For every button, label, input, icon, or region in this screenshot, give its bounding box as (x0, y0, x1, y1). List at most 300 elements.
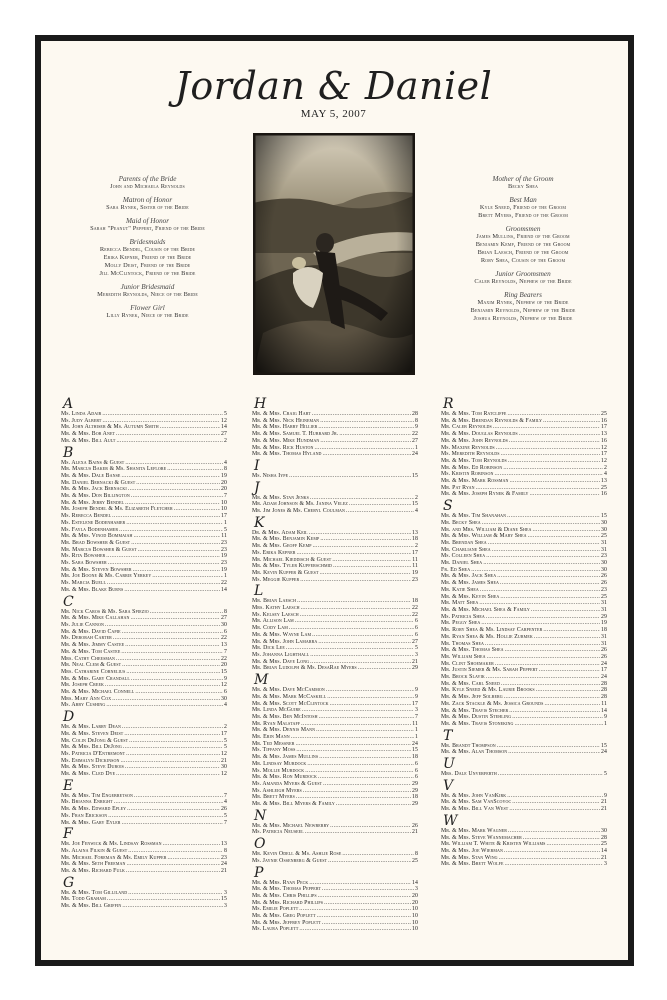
guest-name: Mr. & Mrs. Dennis Mann (252, 727, 316, 734)
guest-name: Mr. & Mrs. Dale Banse (61, 472, 121, 479)
guest-name: Mr. & Mrs. Bill Ault (61, 437, 116, 444)
table-number: 19 (601, 620, 607, 627)
guest-row (252, 652, 418, 659)
guest-row (252, 445, 418, 452)
table-number: 29 (412, 665, 418, 672)
table-number: 6 (415, 767, 418, 774)
dot-leader (498, 771, 603, 778)
guest-row (61, 540, 227, 547)
guest-name: Ms. Brianna Enright (61, 799, 113, 806)
section-letter: K (254, 514, 265, 531)
guest-name: Mr. Marcus Bowsher & Guest (61, 546, 137, 553)
table-number: 21 (412, 658, 418, 665)
dot-leader (131, 540, 220, 547)
guest-row (441, 721, 607, 728)
dot-leader (301, 605, 411, 612)
guest-letter-group (441, 758, 607, 778)
guest-row (441, 458, 607, 465)
guest-row (441, 749, 607, 756)
guest-name: Mr. & Mrs. Jerry Bendel (61, 499, 125, 506)
dot-leader (323, 451, 411, 458)
dot-leader (299, 906, 411, 913)
dot-leader (297, 598, 411, 605)
dot-leader (486, 553, 600, 560)
dot-leader (300, 612, 411, 619)
table-number: 26 (412, 822, 418, 829)
table-number: 28 (601, 680, 607, 687)
table-number: 21 (221, 868, 227, 875)
table-number: 15 (601, 742, 607, 749)
party-member-name: Brian Laesch, Friend of the Groom (477, 249, 569, 256)
dot-leader (297, 550, 412, 557)
dot-leader (122, 903, 223, 910)
guest-name: Mr. & Mrs. Tyler Kupferschmid (252, 563, 333, 570)
section-letter: H (254, 396, 267, 412)
guest-row (441, 674, 607, 681)
dot-leader (152, 573, 223, 580)
table-number: 14 (221, 586, 227, 593)
guest-row (61, 520, 227, 527)
table-number: 30 (601, 566, 607, 573)
dot-leader (116, 431, 220, 438)
table-number: 21 (601, 806, 607, 813)
table-number: 23 (412, 576, 418, 583)
table-number: 20 (412, 892, 418, 899)
dot-leader (495, 661, 600, 668)
table-number: 9 (415, 687, 418, 694)
table-number: 9 (415, 424, 418, 431)
guest-row (61, 764, 227, 771)
guest-name: Mr. Charliane Shea (441, 546, 491, 553)
guest-row (441, 580, 607, 587)
guest-row (252, 920, 418, 927)
dot-leader (318, 893, 411, 900)
table-number: 31 (601, 546, 607, 553)
dot-leader (539, 667, 600, 674)
guest-row (252, 788, 418, 795)
table-number: 13 (601, 478, 607, 485)
guest-name: Mrs. Mary Ann Cox (61, 695, 112, 702)
table-number: 23 (601, 586, 607, 593)
table-number: 1 (224, 573, 227, 580)
guest-row (441, 607, 607, 614)
guest-row (441, 647, 607, 654)
guest-row (61, 744, 227, 751)
guest-name: Mr. & Mrs. John Reynolds (441, 437, 508, 444)
guest-row (252, 734, 418, 741)
guest-name: Ms. Kelsey Laesch (252, 611, 299, 618)
table-number: 3 (415, 651, 418, 658)
table-number: 7 (224, 792, 227, 799)
guest-row (252, 438, 418, 445)
guest-name: Mr. & Mrs. David Capie (61, 628, 121, 635)
table-number: 6 (415, 618, 418, 625)
party-role-title: Junior Bridesmaid (120, 283, 175, 291)
guest-row (252, 829, 418, 836)
guest-row (252, 774, 418, 781)
table-number: 7 (224, 493, 227, 500)
dot-leader (124, 731, 220, 738)
table-number: 3 (224, 903, 227, 910)
table-number: 30 (601, 519, 607, 526)
guest-row (252, 727, 418, 734)
table-number: 1 (415, 444, 418, 451)
dot-leader (128, 848, 223, 855)
guest-name: Mr. & Mrs. Tim Engebretson (61, 792, 133, 799)
dot-leader (319, 714, 414, 721)
guest-row (252, 906, 418, 913)
table-number: 15 (412, 747, 418, 754)
guest-row (61, 820, 227, 827)
guest-name: Mr. & Mrs. Dave Long (252, 658, 310, 665)
table-number: 1 (604, 720, 607, 727)
guest-name: Ms. Rebecca Bendel (61, 513, 112, 520)
party-member-name: Meredith Reynolds, Niece of the Bride (97, 291, 198, 298)
guest-letter-group (441, 500, 607, 728)
dot-leader (320, 570, 411, 577)
guest-name: Mr. Neal Clem & Guest (61, 662, 122, 669)
guest-row (61, 622, 227, 629)
dot-leader (523, 835, 600, 842)
dot-leader (113, 635, 220, 642)
guest-name: Ms. Emmalyn Dickinson (61, 757, 120, 764)
guest-name: Mr. & Mrs. Bob Anet (61, 431, 116, 438)
table-number: 22 (221, 580, 227, 587)
guest-name: Mr. Justin Siemer & Ms. Sarah Peppert (441, 667, 538, 674)
guest-name: Ms. Erika Kepner (252, 549, 296, 556)
dot-leader (320, 438, 411, 445)
guest-name: Mr. & Mrs. Jack Shea (441, 573, 497, 580)
guest-row (61, 573, 227, 580)
table-number: 5 (224, 744, 227, 751)
guest-row (252, 858, 418, 865)
dot-leader (482, 520, 600, 527)
guest-row (61, 738, 227, 745)
section-letter: I (254, 457, 260, 474)
guest-row (252, 530, 418, 537)
dot-leader (510, 478, 600, 485)
table-number: 25 (412, 857, 418, 864)
table-number: 7 (224, 648, 227, 655)
dot-leader (301, 721, 411, 728)
groom-wedding-party (418, 175, 628, 323)
guest-row (441, 573, 607, 580)
guest-letter-group (441, 398, 607, 498)
dot-leader (116, 771, 220, 778)
table-number: 8 (224, 466, 227, 473)
party-member-name: Rebecca Bendel, Cousin of the Bride (99, 246, 196, 253)
dot-leader (125, 500, 220, 507)
dot-leader (163, 841, 220, 848)
guest-name: Mr. Marcus Baker & Ms. Shanita Leflore (61, 466, 167, 473)
table-number: 5 (224, 737, 227, 744)
table-number: 21 (221, 757, 227, 764)
table-number: 4 (415, 508, 418, 515)
table-number: 22 (412, 431, 418, 438)
guest-name: Mr. Brendan Shea (441, 539, 487, 546)
guest-name: Mr. Todd Graham (61, 896, 106, 903)
guest-row (252, 424, 418, 431)
guest-name: Mr. Lindsay Murdock (252, 760, 307, 767)
guest-name: Mr. & Mrs. Scott McClintock (252, 700, 329, 707)
dot-leader (330, 823, 411, 830)
section-letter: D (63, 709, 75, 726)
table-number: 15 (601, 513, 607, 520)
guest-name: Ms. Fayla Bodenhamer (61, 526, 119, 533)
guest-row (61, 724, 227, 731)
guest-name: Mr. Thomas Shea (441, 640, 484, 647)
guest-row (441, 540, 607, 547)
dot-leader (134, 793, 223, 800)
guest-row (441, 654, 607, 661)
guest-row (441, 714, 607, 721)
guest-name: Mr. & Mrs. Mark Wagner (441, 827, 508, 834)
guest-name: Mr. & Mrs. Thomas Peppert (252, 886, 321, 893)
party-member-name: Sarah "Peanut" Peppert, Friend of the Bride (90, 225, 205, 232)
guest-row (252, 694, 418, 701)
guest-name: Ms. Sara Bowsher (61, 560, 107, 567)
dot-leader (295, 618, 414, 625)
table-number: 17 (412, 549, 418, 556)
dot-leader (481, 620, 600, 627)
guest-name: Mr. Katie Shea (441, 586, 479, 593)
table-number: 10 (412, 919, 418, 926)
guest-column-left (61, 398, 227, 912)
guest-column-right (441, 398, 607, 870)
guest-row (61, 493, 227, 500)
table-number: 2 (604, 464, 607, 471)
guest-row (61, 513, 227, 520)
table-number: 19 (221, 553, 227, 560)
guest-name: Mr. & Mrs. Tim Shanahan (441, 513, 507, 520)
dot-leader (326, 687, 414, 694)
party-member-name: Erika Kepner, Friend of the Bride (103, 254, 192, 261)
guest-name: Mr. & Mrs. Richard Fulk (61, 868, 126, 875)
guest-row (252, 659, 418, 666)
guest-name: Mr. Becky Shea (441, 519, 481, 526)
dot-leader (107, 580, 220, 587)
table-number: 5 (224, 411, 227, 417)
guest-name: Mrs. Cathy Cheesman (61, 655, 116, 662)
guest-letter-group (252, 514, 418, 584)
table-number: 2 (415, 543, 418, 550)
dot-leader (504, 848, 600, 855)
couple-names-title: Jordan & Daniel (174, 64, 493, 108)
guest-row (441, 587, 607, 594)
table-number: 11 (412, 563, 418, 570)
table-number: 20 (221, 662, 227, 669)
guest-row (441, 627, 607, 634)
guest-name: Mr. Kyle Sneed & Ms. Laurie Brooks (441, 687, 535, 694)
dot-leader (125, 460, 223, 467)
table-number: 8 (415, 417, 418, 424)
guest-row (61, 506, 227, 513)
guest-row (61, 431, 227, 438)
guest-row (61, 731, 227, 738)
guest-row (61, 418, 227, 425)
dot-leader (512, 799, 600, 806)
dot-leader (150, 609, 223, 616)
guest-name: Ms. Emilie Poplett (252, 906, 299, 913)
guest-name: Ms. Patricia D'Entremont (61, 750, 126, 757)
table-number: 6 (415, 625, 418, 632)
dot-leader (487, 654, 600, 661)
table-number: 28 (412, 411, 418, 417)
dot-leader (319, 754, 411, 761)
guest-name: Mr. & Mrs. Travis Stoneking (441, 720, 514, 727)
dot-leader (122, 724, 223, 731)
guest-row (61, 460, 227, 467)
dot-leader (312, 411, 411, 418)
guest-name: Mr. & Mrs. Jeff Solberg (441, 694, 503, 701)
guest-row (441, 841, 607, 848)
guest-row (61, 580, 227, 587)
guest-name: Mr. Rory Shea & Ms. Lindsay Carpenter (441, 627, 543, 634)
guest-name: Mr. & Mrs. James Mullins (252, 754, 319, 761)
table-number: 24 (601, 660, 607, 667)
section-letter: P (254, 864, 264, 881)
dot-leader (508, 828, 600, 835)
party-member-name: Maxim Rynek, Nephew of the Bride (477, 299, 569, 306)
party-role-title: Best Man (509, 196, 537, 204)
guest-row (61, 751, 227, 758)
table-number: 14 (412, 879, 418, 886)
guest-row (252, 618, 418, 625)
guest-name: Mr. Caleb Reynolds (441, 424, 492, 431)
guest-name: Mr. & Mrs. Richard Phillips (252, 899, 324, 906)
dot-leader (300, 577, 411, 584)
table-number: 20 (221, 486, 227, 493)
dot-leader (108, 813, 223, 820)
table-number: 12 (221, 682, 227, 689)
table-number: 12 (221, 750, 227, 757)
dot-leader (302, 707, 414, 714)
table-number: 9 (604, 792, 607, 799)
guest-name: Mr. Nick Caros & Ms. Sara Spiezio (61, 608, 149, 615)
guest-name: Ms. Julie Cannon (61, 621, 104, 628)
table-number: 30 (221, 621, 227, 628)
guest-row (441, 806, 607, 813)
section-letter: L (254, 583, 264, 600)
table-number: 11 (412, 556, 418, 563)
guest-name: Mr. William T. White & Kristen Williams (441, 841, 546, 848)
table-number: 15 (221, 668, 227, 675)
dot-leader (531, 607, 600, 614)
dot-leader (507, 411, 600, 418)
guest-row (441, 567, 607, 574)
guest-name: Mr. Daniel Shea (441, 560, 483, 567)
guest-name: Mr. Peggy Shea (441, 620, 481, 627)
guest-name: Mr. Matt Shea (441, 600, 479, 607)
dot-leader (105, 622, 220, 629)
guest-name: Mr. & Mrs. Mark McCaskell (252, 693, 327, 700)
guest-row (441, 835, 607, 842)
table-number: 17 (412, 700, 418, 707)
party-member-name: Rory Shea, Cousin of the Groom (480, 257, 566, 264)
guest-row (252, 741, 418, 748)
dot-leader (307, 761, 414, 768)
table-number: 9 (415, 693, 418, 700)
guest-row (61, 500, 227, 507)
guest-row (441, 418, 607, 425)
guest-name: Ms. Tiffany Moss (252, 747, 296, 754)
guest-row (252, 823, 418, 830)
dot-leader (138, 547, 220, 554)
section-letter: E (63, 777, 74, 794)
dot-leader (289, 473, 411, 480)
guest-row (61, 682, 227, 689)
guest-row (252, 886, 418, 893)
table-number: 3 (415, 707, 418, 714)
table-number: 25 (601, 484, 607, 491)
guest-row (441, 620, 607, 627)
table-number: 27 (412, 638, 418, 645)
table-number: 28 (601, 694, 607, 701)
guest-name: Mr. Cody Lam (252, 625, 288, 632)
table-number: 15 (221, 896, 227, 903)
guest-name: Mr. & Mrs. John Lamarra (252, 638, 318, 645)
party-member-name: Brett Myers, Friend of the Groom (478, 212, 568, 219)
guest-name: Mr. Adam Johnson & Ms. Janina Velez (252, 501, 348, 508)
dot-leader (486, 674, 600, 681)
table-number: 6 (415, 631, 418, 638)
dot-leader (112, 513, 220, 520)
guest-name: Mr. Kevin Kupper & Guest (252, 569, 319, 576)
guest-row (61, 480, 227, 487)
table-number: 23 (221, 539, 227, 546)
dot-leader (497, 573, 600, 580)
guest-row (441, 431, 607, 438)
guest-name: Mr. & Mrs. Greg Poplett (252, 913, 316, 920)
guest-row (441, 799, 607, 806)
table-number: 26 (601, 580, 607, 587)
guest-name: Mr. & Mrs. Dave McCammon (252, 687, 325, 694)
section-letter: O (254, 836, 266, 853)
guest-name: Mr. & Mrs. Alan Thomson (441, 749, 508, 756)
guest-row (61, 848, 227, 855)
guest-name: Ms. Rita Bowsher (61, 553, 106, 560)
dot-leader (519, 431, 600, 438)
dot-leader (316, 727, 414, 734)
guest-name: Mr. & Mrs. Nick Heineman (252, 417, 320, 424)
guest-row (61, 629, 227, 636)
guest-row (252, 563, 418, 570)
table-number: 24 (601, 674, 607, 681)
dot-leader (309, 880, 411, 887)
guest-name: Mr. Allison Lam (252, 618, 294, 625)
dot-leader (485, 641, 600, 648)
guest-name: Mr. & Mrs. Chris Phillips (252, 892, 317, 899)
dot-leader (121, 649, 223, 656)
table-number: 6 (415, 774, 418, 781)
guest-name: Mr. & Mrs. Michael Shea & Family (441, 606, 530, 613)
guest-name: Ms. Abby Cushing (61, 702, 106, 709)
guest-name: Mr. & Mrs. Ryan Peck (252, 879, 309, 886)
table-number: 13 (221, 841, 227, 848)
table-number: 25 (601, 593, 607, 600)
guest-name: Mr. & Mrs. Gary Eyler (61, 819, 121, 826)
table-number: 3 (604, 861, 607, 868)
guest-name: Mr. William Shea (441, 653, 486, 660)
guest-row (441, 687, 607, 694)
table-number: 4 (224, 459, 227, 466)
dot-leader (333, 563, 411, 570)
guest-name: Mr. Brock Slavik (441, 674, 485, 681)
guest-row (252, 557, 418, 564)
dot-leader (509, 806, 600, 813)
guest-column-middle (252, 398, 418, 935)
guest-name: Mr. & Mrs. Jeffrey Poplett (252, 919, 321, 926)
